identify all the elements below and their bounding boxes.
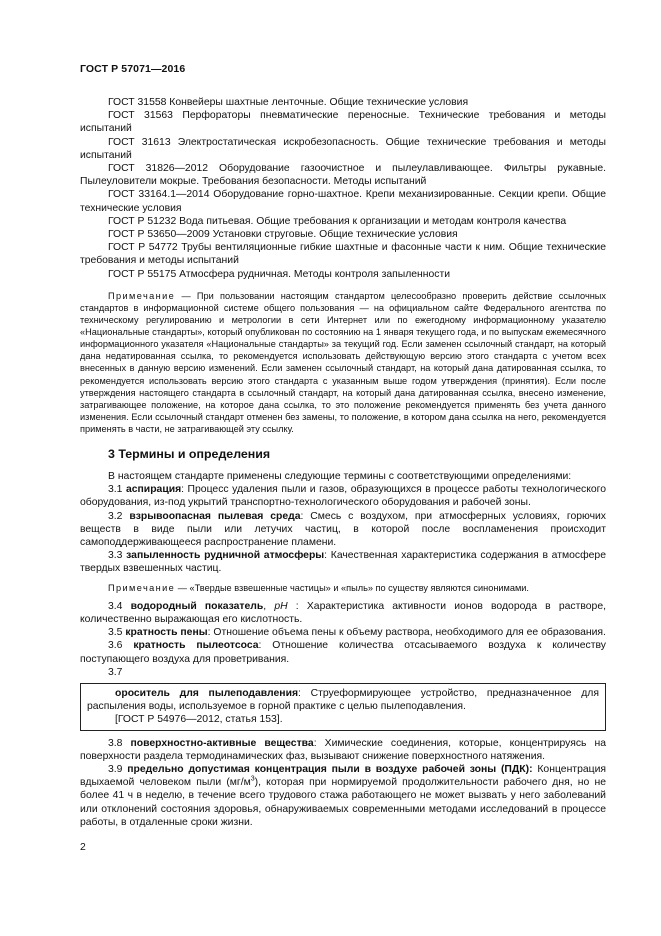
- term-number: 3.7: [108, 666, 123, 678]
- term-definition: 3.5 кратность пены: Отношение объема пены к объему раствора, необходимого для ее образования.: [108, 627, 606, 639]
- term-text: : Характеристика активности ионов водорода в растворе, количественно выражающая его кислотность.: [80, 600, 606, 625]
- reference-item: ГОСТ Р 53650—2009 Установки струговые. Общие технические условия: [108, 229, 458, 241]
- term-name: кратность пылеотсоса: [133, 640, 259, 652]
- term-name: предельно допустимая концентрация пыли в воздухе рабочей зоны (ПДК):: [127, 763, 533, 775]
- reference-item: ГОСТ Р 54772 Трубы вентиляционные гибкие шахтные и фасонные части к ним. Общие технические требования и методы испытаний: [80, 242, 606, 267]
- page-number: 2: [80, 842, 86, 853]
- term-definition: 3.2 взрывоопасная пылевая среда: Смесь с воздухом, при атмосферных условиях, горючих веществ в виде пыли или летучих частиц, в которой после воспламенения происходит самоподдерживающееся распространение пламени.: [80, 510, 606, 548]
- section-intro: В настоящем стандарте применены следующие термины с соответствующими определениями:: [108, 470, 572, 482]
- term-text: ), которая при нормируемой продолжительности рабочего дня, но не более 41 ч в неделю, в течение всего трудового стажа работающего не может вызвать у него заболеваний или отклонений состояния здоровья, обнаруживаемых современными методами исследований в процессе работы, в отдаленные сроки жизни.: [80, 777, 606, 828]
- term-definition: 3.6 кратность пылеотсоса: Отношение количества отсасываемого воздуха к количеству поступающего воздуха для проветривания.: [80, 640, 606, 665]
- term-text: : Процесс удаления пыли и газов, образующихся в процессе работы технологического оборудования, из-под укрытий транспортно-технологического оборудования и рабочей зоны.: [80, 484, 606, 509]
- term-definition: 3.9 предельно допустимая концентрация пыли в воздухе рабочей зоны (ПДК): Концентрация вдыхаемой человеком пыли $(мг/м^3)$, которая при нормируемой продолжительности рабочего дня, но не более 41 ч в неделю, в течение всего трудового стажа работающего не может вызвать у него заболеваний или отклонений состояния здоровья, обнаруживаемых современными методами исследований в процессе работы, в отдаленные сроки жизни.: [80, 763, 607, 828]
- term-text: : Струеформирующее устройство, предназначенное для распыления воды, используемое в горной практике с целью пылеподавления.: [87, 687, 599, 713]
- reference-item: ГОСТ Р 55175 Атмосфера рудничная. Методы контроля запыленности: [108, 268, 451, 280]
- normative-references-list: [80, 96, 606, 281]
- term-name: водородный показатель: [130, 600, 264, 612]
- term-name: запыленность рудничной атмосферы: [126, 550, 325, 562]
- term-text: : Качественная характеристика содержания в атмосфере твердых взвешенных частиц.: [80, 550, 606, 575]
- page-content: [80, 96, 606, 829]
- source-reference: [ГОСТ Р 54976—2012, статья 153].: [115, 714, 283, 726]
- reference-item: ГОСТ 31558 Конвейеры шахтные ленточные. Общие технические условия: [108, 97, 469, 108]
- term-name: ороситель для пылеподавления: [115, 687, 299, 699]
- term-definition: [87, 687, 599, 713]
- superscript: 3: [250, 775, 255, 783]
- term-definition: 3.8 поверхностно-активные вещества: Химические соединения, которые, концентрируясь на поверхности раздела термодинамических фаз, вызывают снижение поверхностного натяжения.: [80, 737, 606, 762]
- reference-item: ГОСТ 31613 Электростатическая искробезопасность. Общие технические требования и методы испытаний: [80, 136, 606, 161]
- section-title: 3 Термины и определения: [108, 446, 271, 461]
- term-definition: 3.1 аспирация: Процесс удаления пыли и газов, образующихся в процессе работы технологического оборудования, из-под укрытий транспортно-технологического оборудования и рабочей зоны.: [80, 484, 606, 509]
- term-name: кратность пены: [125, 627, 208, 639]
- term-name: поверхностно-активные вещества: [130, 737, 314, 749]
- term-text: : Смесь с воздухом, при атмосферных условиях, горючих веществ в виде пыли или летучих частиц, в которой после воспламенения происходит самоподдерживающееся распространение пламени.: [80, 510, 606, 548]
- term-definition: 3.3 запыленность рудничной атмосферы: Качественная характеристика содержания в атмосфере твердых взвешенных частиц.: [80, 550, 606, 575]
- references-note: [80, 290, 606, 435]
- note-label: Примечание: [108, 290, 176, 301]
- reference-item: ГОСТ 33164.1—2014 Оборудование горно-шахтное. Крепи механизированные. Секции крепи. Общие технические условия: [80, 189, 606, 214]
- term-text: Концентрация вдыхаемой человеком пыли (мг/м: [80, 763, 607, 789]
- term-note: [80, 582, 606, 594]
- reference-item: ГОСТ 31826—2012 Оборудование газоочистное и пылеулавливающее. Фильтры рукавные. Пылеуловители мокрые. Требования безопасности. Методы испытаний: [80, 163, 606, 188]
- term-text: : Химические соединения, которые, концентрируясь на поверхности раздела термодинамических фаз, вызывают снижение поверхностного натяжения.: [80, 737, 606, 762]
- note-label: Примечание: [108, 582, 176, 593]
- note-text: — При пользовании настоящим стандартом целесообразно проверить действие ссылочных стандартов в информационной системе общего пользования — на официальном сайте Федерального агентства по техническому регулированию и метрологии в сети Интернет или по ежегодному информационному указателю «Национальные стандарты», который опубликован по состоянию на 1 января текущего года, и по выпускам ежемесячного информационного указателя «Национальные стандарты» за текущий год. Если заменен ссылочный стандарт, на который дана недатированная ссылка, то рекомендуется использовать действующую версию этого стандарта с учетом всех внесенных в данную версию изменений. Если заменен ссылочный стандарт, на который дана датированная ссылка, то рекомендуется использовать версию этого стандарта с указанным выше годом утверждения (принятия). Если после утверждения настоящего стандарта в ссылочный стандарт, на который дана датированная ссылка, внесено изменение, затрагивающее положение, на которое дана ссылка, то это положение рекомендуется применять без учета данного изменения. Если ссылочный стандарт отменен без замены, то положение, в котором дана ссылка на него, рекомендуется применять в части, не затрагивающей эту ссылку.: [80, 290, 606, 434]
- document-header: ГОСТ Р 57071—2016: [80, 63, 186, 75]
- term-text: : Отношение количества отсасываемого воздуха к количеству поступающего воздуха для проветривания.: [80, 640, 606, 665]
- term-symbol: pH: [274, 600, 288, 612]
- reference-item: ГОСТ 31563 Перфораторы пневматические переносные. Технические требования и методы испытаний: [80, 110, 606, 135]
- reference-item: ГОСТ Р 51232 Вода питьевая. Общие требования к организации и методам контроля качества: [108, 215, 567, 227]
- term-definition: 3.4 водородный показатель, pH : Характеристика активности ионов водорода в растворе, количественно выражающая его кислотность.: [80, 600, 606, 625]
- quoted-term-box: [80, 683, 606, 731]
- note-text: — «Твердые взвешенные частицы» и «пыль» по существу являются синонимами.: [175, 582, 529, 593]
- term-text: : Отношение объема пены к объему раствора, необходимого для ее образования.: [207, 627, 606, 639]
- term-name: взрывоопасная пылевая среда: [129, 510, 301, 522]
- term-name: аспирация: [125, 484, 182, 496]
